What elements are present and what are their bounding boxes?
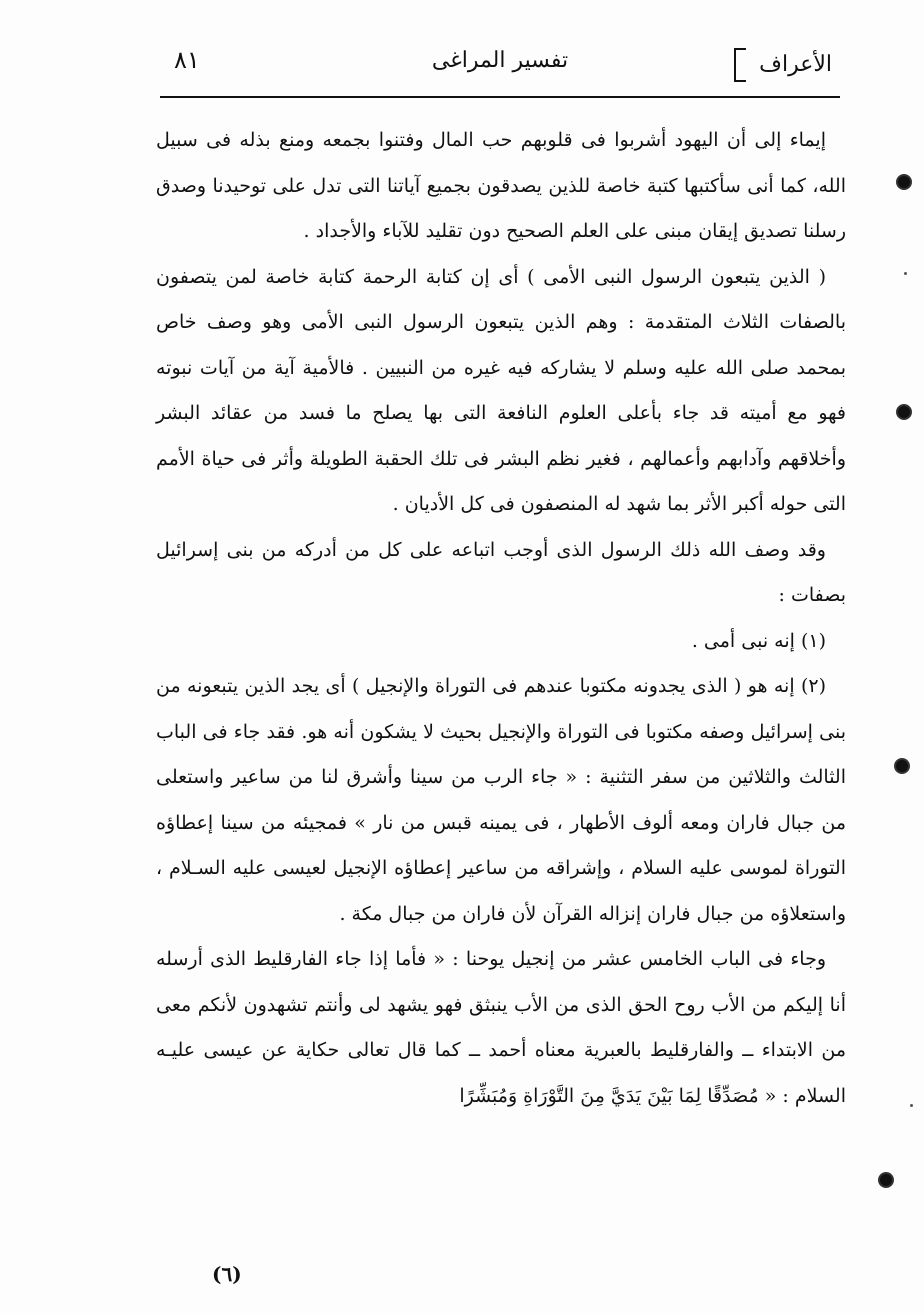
page-number: ٨١	[174, 46, 200, 74]
book-title: تفسير المراغى	[431, 48, 569, 73]
page-header	[160, 40, 840, 90]
speck-mark	[904, 272, 907, 275]
speck-mark	[910, 1104, 913, 1107]
paragraph: (٢) إنه هو ( الذى يجدونه مكتوبا عندهم فى التوراة والإنجيل ) أى يجد الذين يتبعونه من بنى إسرائيل وصفه مكتوبا فى التوراة والإنجيل بحيث لا يشكون أنه هو. فقد جاء فى الباب الثالث والثلاثين من سفر التثنية : « جاء الرب من سينا وأشرق لنا من ساعير واستعلى من جبال فاران ومعه ألوف الأطهار ، فى يمينه قبس من نار » فمجيئه من سينا إعطاؤه التوراة لموسى عليه السلام ، وإشراقه من ساعير إعطاؤه الإنجيل لعيسى عليه السـلام ، واستعلاؤه من جبال فاران إنزاله القرآن لأن فاران من جبال مكة .	[156, 675, 846, 925]
signature-mark: (٦)	[212, 1262, 242, 1286]
binding-hole-mark	[896, 760, 908, 772]
header-rule	[160, 96, 840, 98]
section-name: الأعراف	[759, 52, 832, 77]
paragraph: وقد وصف الله ذلك الرسول الذى أوجب اتباعه على كل من أدركه من بنى إسرائيل بصفات :	[156, 538, 846, 606]
binding-hole-mark	[898, 176, 910, 188]
page-body	[156, 118, 846, 1119]
binding-hole-mark	[880, 1174, 892, 1186]
paragraph: ( الذين يتبعون الرسول النبى الأمى ) أى إن كتابة الرحمة كتابة خاصة لمن يتصفون بالصفات الثلاث المتقدمة : وهم الذين يتبعون الرسول النبى الأمى وهو وصف خاص بمحمد صلى الله عليه وسلم لا يشاركه فيه غيره من النبيين . فالأمية آية من آيات نبوته فهو مع أميته قد جاء بأعلى العلوم النافعة التى بها يصلح ما فسد من عقائد البشر وأخلاقهم وآدابهم وأعمالهم ، فغير نظم البشر فى تلك الحقبة الطويلة وأثر فى حياة الأمم التى حوله أكبر الأثر بما شهد له المنصفون فى كل الأديان .	[156, 265, 846, 515]
paragraph: (١) إنه نبى أمى .	[691, 629, 826, 652]
binding-hole-mark	[898, 406, 910, 418]
paragraph: وجاء فى الباب الخامس عشر من إنجيل يوحنا : « فأما إذا جاء الفارقليط الذى أرسله أنا إليكم من الأب روح الحق الذى من الأب ينبثق فهو يشهد لى وأنتم تشهدون لأنكم معى من الابتداء ــ والفارقليط بالعبرية معناه أحمد ــ كما قال تعالى حكاية عن عيسى عليـه السلام : « مُصَدِّقًا لِمَا بَيْنَ يَدَيَّ مِنَ التَّوْرَاةِ وَمُبَشِّرًا	[156, 948, 846, 1107]
paragraph: إيماء إلى أن اليهود أشربوا فى قلوبهم حب المال وفتنوا بجمعه ومنع بذله فى سبيل الله، كما أنى سأكتبها كتبة خاصة للذين يصدقون بجميع آياتنا التى تدل على توحيدنا وصدق رسلنا تصديق إيقان مبنى على العلم الصحيح دون تقليد للآباء والأجداد .	[156, 129, 846, 242]
